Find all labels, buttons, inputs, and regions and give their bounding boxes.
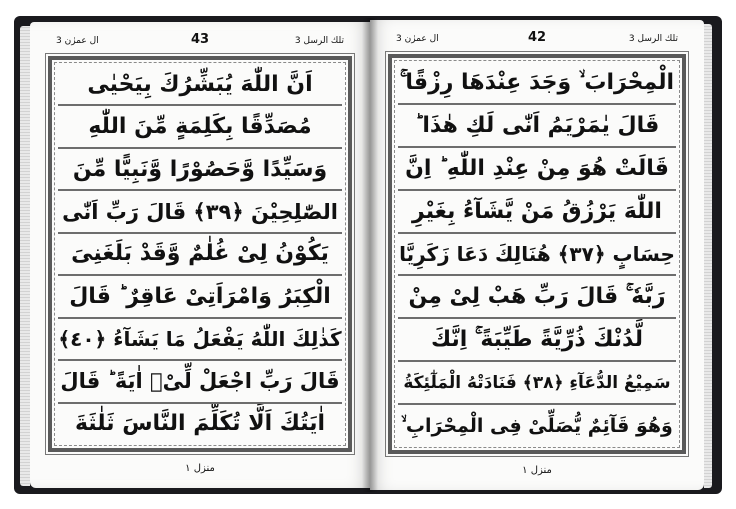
right-page-footer: منزل ۱ (522, 465, 552, 476)
text-line: اللّٰهَ يَرْزُقُ مَنْ يَّشَآءُ بِغَيْرِ (398, 191, 676, 234)
left-page-number: 43 (190, 32, 210, 47)
text-line: لَّدُنْكَ ذُرِّيَّةً طَيِّبَةً ۚ اِنَّكَ (398, 319, 676, 362)
text-line: مُصَدِّقًا بِكَلِمَةٍ مِّنَ اللّٰهِ (58, 106, 342, 148)
left-page-header (30, 32, 370, 50)
text-line: الْمِحْرَابَ ۙ وَجَدَ عِنْدَهَا رِزْقًا ۚ (398, 62, 676, 105)
text-line: وَهُوَ قَآئِمٌ يُّصَلِّىْ فِى الْمِحْرَابِ ۙ (401, 414, 673, 437)
page-edges-left (20, 26, 30, 486)
left-page-surah: ال عمرٰن 3 (56, 36, 99, 46)
text-line: كَذٰلِكَ اللّٰهُ يَفْعَلُ مَا يَشَآءُ ﴿٤٠﴾ (58, 319, 342, 361)
text-line: الصّٰلِحِيْنَ ﴿٣٩﴾ قَالَ رَبِّ اَنّٰى (58, 191, 342, 233)
left-page-footer: منزل ۱ (185, 463, 215, 474)
text-line: قَالَتْ هُوَ مِنْ عِنْدِ اللّٰهِ ؕ اِنَّ (398, 148, 676, 191)
text-line: وَسَيِّدًا وَّحَصُوْرًا وَّنَبِيًّا مِّنَ (58, 149, 342, 191)
right-page-header (370, 30, 704, 48)
left-page-ornamental-frame (48, 56, 352, 452)
text-line: يَكُوْنُ لِىْ غُلٰمٌ وَّقَدْ بَلَغَنِىَ (58, 234, 342, 276)
text-line: قَالَ رَبِّ اجْعَلْ لِّىْۤ اٰيَةً ؕ قَالَ (58, 361, 342, 403)
left-page-text-lines (58, 64, 342, 444)
page-edges-right (704, 24, 712, 488)
text-line: حِسَابٍ ﴿٣٧﴾ هُنَالِكَ دَعَا زَكَرِيَّا (398, 234, 676, 277)
text-line: الْكِبَرُ وَامْرَاَتِىْ عَاقِرٌ ؕ قَالَ (58, 276, 342, 318)
right-page-juz: تلك الرسل 3 (628, 34, 678, 44)
text-line: اٰيَتُكَ اَلَّا تُكَلِّمَ النَّاسَ ثَلٰثَةَ (74, 411, 326, 437)
right-page-surah: ال عمرٰن 3 (396, 34, 439, 44)
right-page-number: 42 (527, 30, 547, 45)
text-line: قَالَ يٰمَرْيَمُ اَنّٰى لَكِ هٰذَا ؕ (398, 105, 676, 148)
right-page-text-lines (398, 62, 676, 446)
left-page-juz: تلك الرسل 3 (294, 36, 344, 46)
right-page-ornamental-frame (388, 54, 686, 454)
left-page (30, 22, 370, 488)
text-line: رَبَّهٗ ۚ قَالَ رَبِّ هَبْ لِىْ مِنْ (398, 276, 676, 319)
text-line: اَنَّ اللّٰهَ يُبَشِّرُكَ بِيَحْيٰى (58, 64, 342, 106)
right-page (370, 20, 704, 490)
text-line: سَمِيْعُ الدُّعَآءِ ﴿٣٨﴾ فَنَادَتْهُ الْمَلٰٓئِكَةُ (398, 362, 676, 405)
